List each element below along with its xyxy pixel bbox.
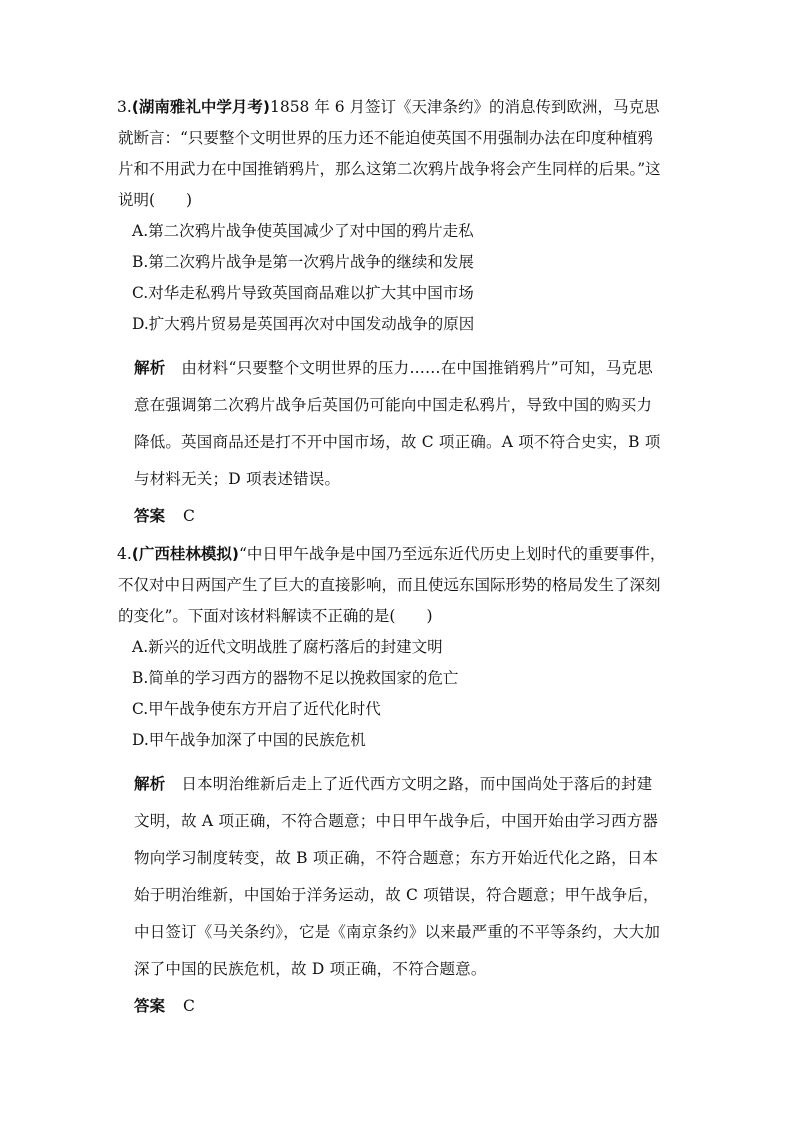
question-4 bbox=[118, 539, 666, 1025]
question-3-source: (湖南雅礼中学月考) bbox=[131, 98, 270, 116]
question-4-option-d: D.甲午战争加深了中国的民族危机 bbox=[132, 731, 366, 749]
question-4-option-a: A.新兴的近代文明战胜了腐朽落后的封建文明 bbox=[132, 638, 443, 656]
question-4-answer-value: C bbox=[183, 997, 195, 1015]
question-3-analysis-label: 解析 bbox=[134, 359, 166, 377]
question-4-source: (广西桂林模拟) bbox=[131, 545, 239, 563]
question-3-answer-label: 答案 bbox=[134, 507, 166, 525]
question-3-option-b: B.第二次鸦片战争是第一次鸦片战争的继续和发展 bbox=[132, 253, 474, 271]
question-3 bbox=[118, 92, 666, 535]
question-3-answer-value: C bbox=[183, 507, 195, 525]
question-4-analysis-label: 解析 bbox=[134, 775, 166, 793]
question-3-stem bbox=[118, 92, 666, 216]
question-4-number: 4. bbox=[117, 545, 132, 563]
question-4-stem bbox=[118, 539, 666, 632]
question-4-option-c: C.甲午战争使东方开启了近代化时代 bbox=[132, 700, 381, 718]
question-3-text: 1858 年 6 月签订《天津条约》的消息传到欧洲，马克思就断言：“只要整个文明世界的压力还不能迫使英国不用强制办法在印度种植鸦片和不用武力在中国推销鸦片，那么这第二次鸦片战争将会产生同样的后果。”这说明( ) bbox=[118, 98, 661, 209]
question-4-answer bbox=[134, 988, 666, 1025]
question-4-analysis-text: 日本明治维新后走上了近代西方文明之路，而中国尚处于落后的封建文明，故 A 项正确，不符合题意；中日甲午战争后，中国开始由学习西方器物向学习制度转变，故 B 项正确，不符合题意；东方开始近代化之路，日本始于明治维新，中国始于洋务运动，故 C 项错误，符合题意；甲午战争后，中日签订《马关条约》，它是《南京条约》以来最严重的不平等条约，大大加深了中国的民族危机，故 D 项正确，不符合题意。 bbox=[134, 775, 661, 978]
question-3-analysis-text: 由材料“只要整个文明世界的压力……在中国推销鸦片”可知，马克思意在强调第二次鸦片战争后英国仍可能向中国走私鸦片，导致中国的购买力降低。英国商品还是打不开中国市场，故 C 项正确。A 项不符合史实，B 项与材料无关；D 项表述错误。 bbox=[134, 359, 661, 488]
question-3-option-a: A.第二次鸦片战争使英国减少了对中国的鸦片走私 bbox=[132, 222, 474, 240]
question-4-option-b: B.简单的学习西方的器物不足以挽救国家的危亡 bbox=[132, 669, 459, 687]
question-3-option-c: C.对华走私鸦片导致英国商品难以扩大其中国市场 bbox=[132, 284, 474, 302]
question-3-answer bbox=[134, 498, 666, 535]
question-3-option-d: D.扩大鸦片贸易是英国再次对中国发动战争的原因 bbox=[132, 315, 475, 333]
question-4-analysis bbox=[134, 766, 666, 988]
question-4-text: “中日甲午战争是中国乃至远东近代历史上划时代的重要事件，不仅对中日两国产生了巨大的直接影响，而且使远东国际形势的格局发生了深刻的变化”。下面对该材料解读不正确的是( ) bbox=[118, 545, 666, 625]
question-3-number: 3. bbox=[117, 98, 132, 116]
question-3-analysis bbox=[134, 350, 666, 498]
question-4-answer-label: 答案 bbox=[134, 997, 166, 1015]
